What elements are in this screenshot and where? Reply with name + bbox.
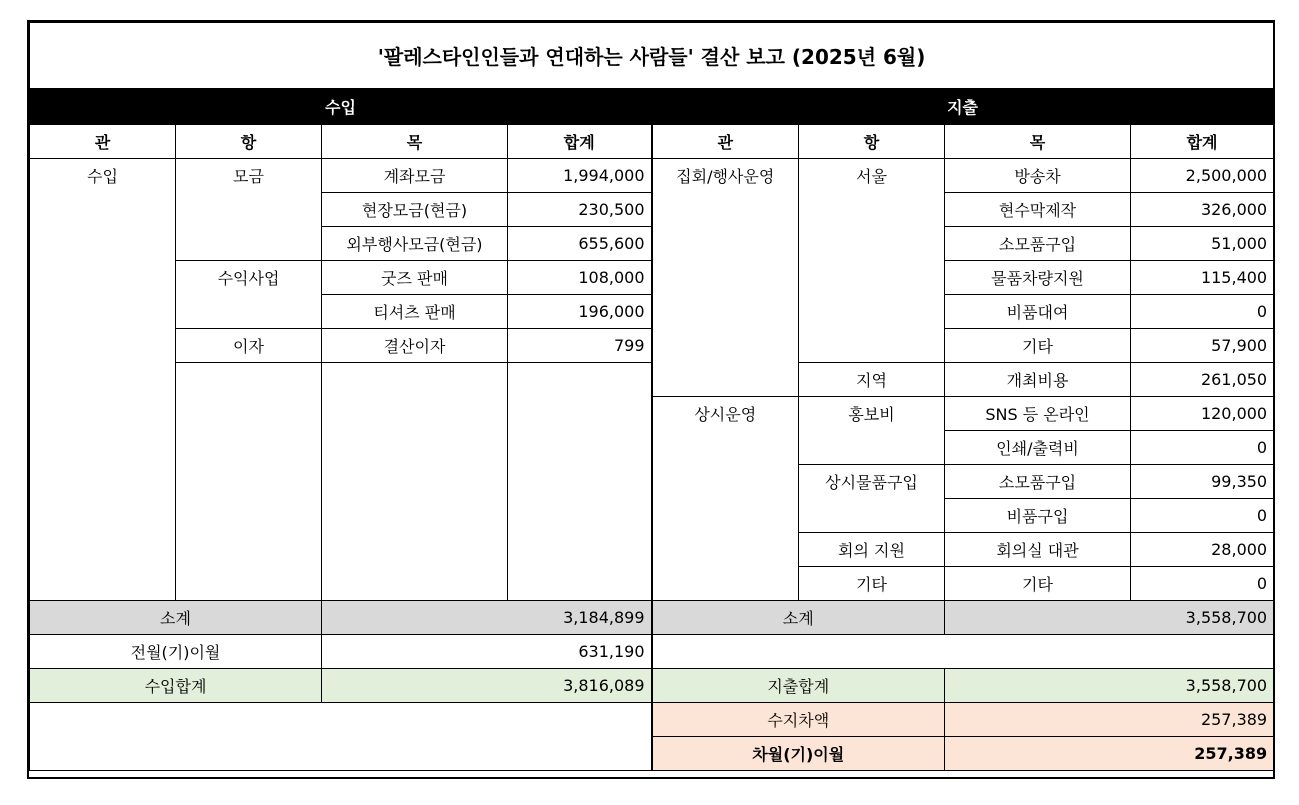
expense-mok: 기타 bbox=[945, 567, 1131, 601]
expense-mok: 소모품구입 bbox=[945, 227, 1131, 261]
expense-mok: SNS 등 온라인 bbox=[945, 397, 1131, 431]
expense-mok: 개최비용 bbox=[945, 363, 1131, 397]
expense-mok: 비품대여 bbox=[945, 295, 1131, 329]
expense-amount: 0 bbox=[1131, 567, 1274, 601]
expense-hang: 홍보비 bbox=[799, 397, 945, 465]
expense-mok: 방송차 bbox=[945, 159, 1131, 193]
income-hang: 수익사업 bbox=[176, 261, 322, 329]
expense-hang: 지역 bbox=[799, 363, 945, 397]
income-amount: 655,600 bbox=[508, 227, 652, 261]
income-hang: 모금 bbox=[176, 159, 322, 261]
income-subtotal-label: 소계 bbox=[30, 601, 322, 635]
expense-mok: 회의실 대관 bbox=[945, 533, 1131, 567]
expense-hang: 회의 지원 bbox=[799, 533, 945, 567]
expense-amount: 261,050 bbox=[1131, 363, 1274, 397]
income-gwan: 수입 bbox=[30, 159, 176, 601]
income-carryover-value: 631,190 bbox=[322, 635, 652, 669]
income-amount: 799 bbox=[508, 329, 652, 363]
expense-mok: 인쇄/출력비 bbox=[945, 431, 1131, 465]
income-mok: 티셔츠 판매 bbox=[322, 295, 508, 329]
income-total-label: 수입합계 bbox=[30, 669, 322, 703]
expense-amount: 51,000 bbox=[1131, 227, 1274, 261]
expense-amount: 2,500,000 bbox=[1131, 159, 1274, 193]
expense-mok: 기타 bbox=[945, 329, 1131, 363]
income-mok: 결산이자 bbox=[322, 329, 508, 363]
expense-amount: 99,350 bbox=[1131, 465, 1274, 499]
total-row bbox=[30, 669, 1274, 703]
income-section-label: 수입 bbox=[30, 89, 652, 125]
subtotal-row bbox=[30, 601, 1274, 635]
section-header-row bbox=[30, 89, 1274, 125]
report-table bbox=[29, 22, 1274, 771]
expense-amount: 115,400 bbox=[1131, 261, 1274, 295]
expense-col-gwan: 관 bbox=[652, 125, 799, 159]
expense-col-hang: 항 bbox=[799, 125, 945, 159]
expense-amount: 120,000 bbox=[1131, 397, 1274, 431]
expense-section-label: 지출 bbox=[652, 89, 1274, 125]
expense-col-total: 합계 bbox=[1131, 125, 1274, 159]
expense-gwan: 상시운영 bbox=[652, 397, 799, 601]
next-carryover-value: 257,389 bbox=[945, 737, 1274, 771]
income-amount: 196,000 bbox=[508, 295, 652, 329]
income-amount: 108,000 bbox=[508, 261, 652, 295]
income-mok: 현장모금(현금) bbox=[322, 193, 508, 227]
title-row bbox=[30, 23, 1274, 89]
expense-mok: 비품구입 bbox=[945, 499, 1131, 533]
carryover-row bbox=[30, 635, 1274, 669]
income-mok: 굿즈 판매 bbox=[322, 261, 508, 295]
income-empty-amount bbox=[508, 363, 652, 601]
income-col-gwan: 관 bbox=[30, 125, 176, 159]
income-total-value: 3,816,089 bbox=[322, 669, 652, 703]
expense-blank-cell bbox=[652, 635, 1274, 669]
income-hang: 이자 bbox=[176, 329, 322, 363]
expense-total-label: 지출합계 bbox=[652, 669, 945, 703]
income-col-total: 합계 bbox=[508, 125, 652, 159]
income-subtotal-value: 3,184,899 bbox=[322, 601, 652, 635]
income-carryover-label: 전월(기)이월 bbox=[30, 635, 322, 669]
expense-mok: 현수막제작 bbox=[945, 193, 1131, 227]
expense-subtotal-label: 소계 bbox=[652, 601, 945, 635]
expense-gwan: 집회/행사운영 bbox=[652, 159, 799, 397]
expense-amount: 0 bbox=[1131, 295, 1274, 329]
income-mok: 계좌모금 bbox=[322, 159, 508, 193]
expense-subtotal-value: 3,558,700 bbox=[945, 601, 1274, 635]
expense-amount: 0 bbox=[1131, 499, 1274, 533]
expense-amount: 0 bbox=[1131, 431, 1274, 465]
income-empty-mok bbox=[322, 363, 508, 601]
balance-label: 수지차액 bbox=[652, 703, 945, 737]
expense-mok: 소모품구입 bbox=[945, 465, 1131, 499]
settlement-report bbox=[27, 20, 1275, 779]
income-mok: 외부행사모금(현금) bbox=[322, 227, 508, 261]
expense-hang: 기타 bbox=[799, 567, 945, 601]
expense-hang: 서울 bbox=[799, 159, 945, 363]
report-title: '팔레스타인인들과 연대하는 사람들' 결산 보고 (2025년 6월) bbox=[30, 23, 1274, 89]
income-col-mok: 목 bbox=[322, 125, 508, 159]
expense-total-value: 3,558,700 bbox=[945, 669, 1274, 703]
next-carryover-label: 차월(기)이월 bbox=[652, 737, 945, 771]
expense-hang: 상시물품구입 bbox=[799, 465, 945, 533]
income-amount: 1,994,000 bbox=[508, 159, 652, 193]
income-col-hang: 항 bbox=[176, 125, 322, 159]
income-empty-hang bbox=[176, 363, 322, 601]
expense-amount: 326,000 bbox=[1131, 193, 1274, 227]
balance-row bbox=[30, 703, 1274, 737]
expense-col-mok: 목 bbox=[945, 125, 1131, 159]
column-header-row bbox=[30, 125, 1274, 159]
expense-amount: 28,000 bbox=[1131, 533, 1274, 567]
income-amount: 230,500 bbox=[508, 193, 652, 227]
income-blank-cell bbox=[30, 703, 652, 771]
expense-mok: 물품차량지원 bbox=[945, 261, 1131, 295]
table-row bbox=[30, 159, 1274, 193]
balance-value: 257,389 bbox=[945, 703, 1274, 737]
expense-amount: 57,900 bbox=[1131, 329, 1274, 363]
